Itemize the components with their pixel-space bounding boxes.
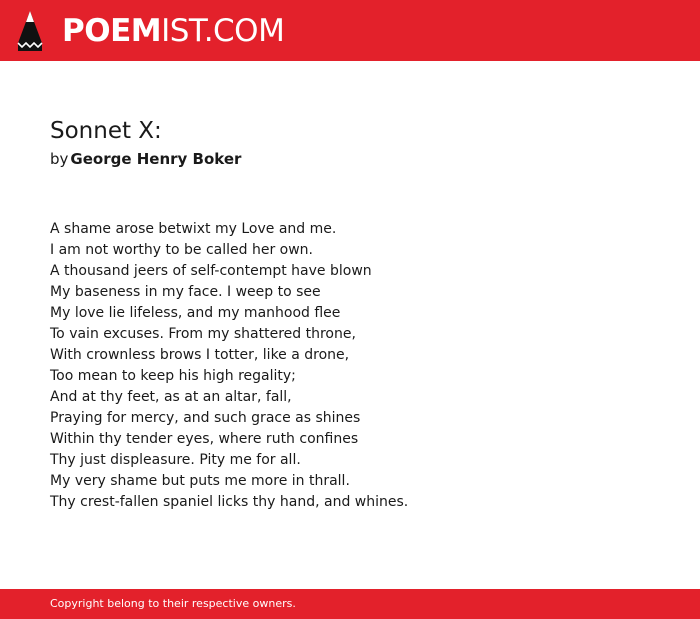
poem-body <box>50 219 408 513</box>
poem-line: A thousand jeers of self-contempt have blown <box>50 263 372 279</box>
copyright-notice: Copyright belong to their respective owners. <box>50 597 296 610</box>
logo-text-bold: POEM <box>62 13 162 49</box>
pencil-icon[interactable] <box>16 10 44 52</box>
poem-title: Sonnet X: <box>50 118 162 144</box>
poem-line: Praying for mercy, and such grace as shines <box>50 410 361 426</box>
poem-line: I am not worthy to be called her own. <box>50 242 313 258</box>
poem-line: Thy just displeasure. Pity me for all. <box>50 452 301 468</box>
poem-line: And at thy feet, as at an altar, fall, <box>50 389 292 405</box>
poem-line: Too mean to keep his high regality; <box>50 368 296 384</box>
poem-line: My love lie lifeless, and my manhood flee <box>50 305 341 321</box>
site-footer <box>0 589 700 619</box>
site-header <box>0 0 700 61</box>
poem-line: To vain excuses. From my shattered throne, <box>50 326 356 342</box>
poem-author: George Henry Boker <box>70 150 242 168</box>
poem-line: My very shame but puts me more in thrall. <box>50 473 350 489</box>
poem-byline <box>50 149 241 169</box>
logo-text-light: IST.COM <box>161 13 285 49</box>
poem-line: My baseness in my face. I weep to see <box>50 284 321 300</box>
by-label: by <box>50 150 69 168</box>
poem-line: With crownless brows I totter, like a drone, <box>50 347 350 363</box>
site-logo[interactable] <box>62 11 284 51</box>
poem-line: Within thy tender eyes, where ruth confines <box>50 431 359 447</box>
poem-line: Thy crest-fallen spaniel licks thy hand, and whines. <box>50 494 409 510</box>
poem-line: A shame arose betwixt my Love and me. <box>50 221 337 237</box>
